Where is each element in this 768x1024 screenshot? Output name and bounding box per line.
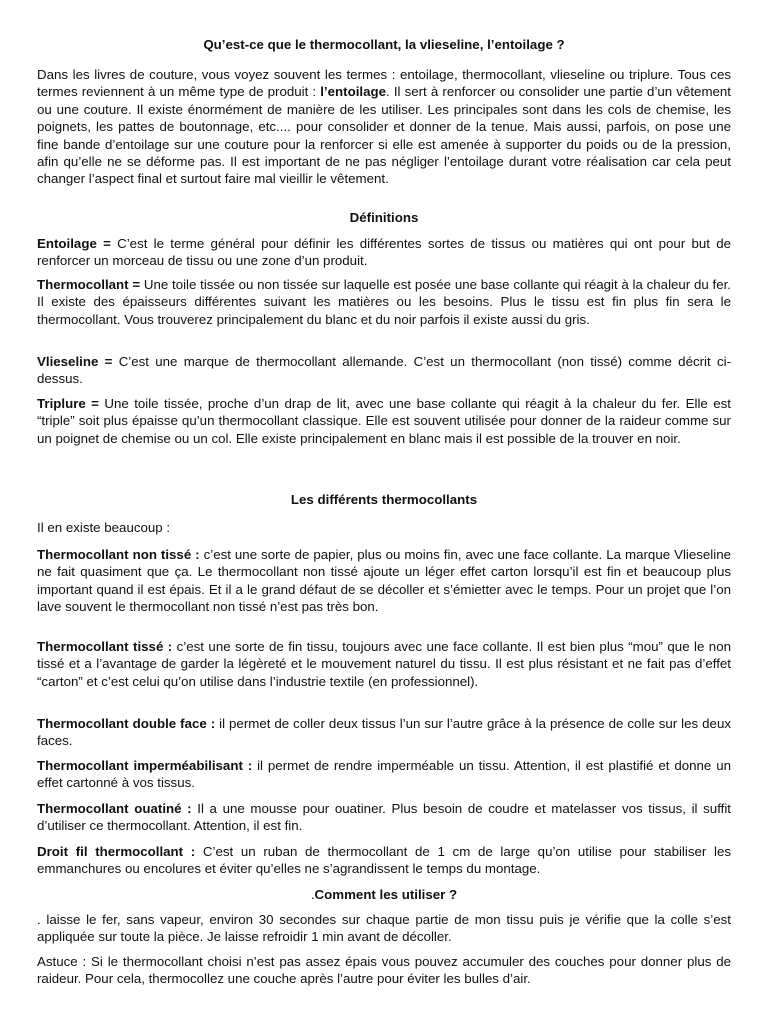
- usage-heading: .Comment les utiliser ?: [310, 887, 458, 902]
- type-droit-fil: Droit fil thermocollant : C’est un ruban de thermocollant de 1 cm de large qu’on utilise pour stabiliser les emmanchures ou encolures et éviter qu’elles ne s’agrandissent le temps du montage.: [37, 844, 731, 877]
- type-impermeabilisant: Thermocollant imperméabilisant : il permet de rendre imperméable un tissu. Attention, il est plastifié et donne un effet cartonné à vos tissus.: [37, 758, 731, 791]
- definition-entoilage: Entoilage = C’est le terme général pour définir les différentes sortes de tissus ou matières qui ont pour but de renforcer un morceau de tissu ou une zone d’un produit.: [37, 236, 732, 269]
- definition-vlieseline: Vlieseline = C’est une marque de thermocollant allemande. C’est un thermocollant (non tissé) comme décrit ci-dessus.: [37, 354, 731, 387]
- type-non-tisse: Thermocollant non tissé : c’est une sorte de papier, plus ou moins fin, avec une face collante. La marque Vlieseline ne fait quasiment que ça. Le thermocollant non tissé ajoute un léger effet carton lorsqu’il est fin et beaucoup plus important quand il est épais. Et il a le grand défaut de se décoller et s’émietter avec le temps. Pour un projet que l’on lave souvent le thermocollant non tissé n’est pas très bon.: [37, 547, 731, 615]
- definition-thermocollant: Thermocollant = Une toile tissée ou non tissée sur laquelle est posée une base collante qui réagit à la chaleur du fer. Il existe des épaisseurs différentes suivant les matières ou les besoins. Plus le tissu est fin plus fin sera le thermocollant. Vous trouverez principalement du blanc et du noir parfois il existe aussi du gris.: [37, 277, 731, 327]
- types-intro: Il en existe beaucoup :: [37, 520, 171, 535]
- usage-paragraph: . laisse le fer, sans vapeur, environ 30 secondes sur chaque partie de mon tissu puis je vérifie que la colle s’est appliquée sur toute la pièce. Je laisse refroidir 1 min avant de décoller.: [37, 912, 731, 945]
- document-title: Qu’est-ce que le thermocollant, la vlieseline, l’entoilage ?: [203, 37, 565, 52]
- type-tisse: Thermocollant tissé : c’est une sorte de fin tissu, toujours avec une face collante. Il est bien plus “mou” que le non tissé et a l’avantage de garder la légèreté et le mouvement naturel du tissu. Il est plus résistant et ne fait pas d’effet “carton” et c’est celui qu’on utilise dans l’industrie textile (en professionnel).: [37, 639, 731, 689]
- type-double-face: Thermocollant double face : il permet de coller deux tissus l’un sur l’autre grâce à la présence de colle sur les deux faces.: [37, 716, 731, 749]
- intro-bold-term: l’entoilage: [320, 84, 386, 100]
- tip-paragraph: Astuce : Si le thermocollant choisi n’est pas assez épais vous pouvez accumuler des couches pour donner plus de raideur. Pour cela, thermocollez une couche après l’autre pour éviter les bulles d’air.: [37, 954, 731, 987]
- definitions-heading: Définitions: [349, 210, 419, 225]
- types-heading: Les différents thermocollants: [290, 492, 478, 507]
- type-ouatine: Thermocollant ouatiné : Il a une mousse pour ouatiner. Plus besoin de coudre et matelasser vos tissus, il suffit d’utiliser ce thermocollant. Attention, il est fin.: [37, 801, 731, 834]
- definition-triplure: Triplure = Une toile tissée, proche d’un drap de lit, avec une base collante qui réagit à la chaleur du fer. Elle est “triple” soit plus épaisse qu’un thermocollant classique. Elle est souvent utilisée pour donner de la raideur comme sur un poignet de chemise ou un col. Elle existe principalement en blanc mais il est possible de la trouver en noir.: [37, 396, 731, 446]
- intro-paragraph: Dans les livres de couture, vous voyez souvent les termes : entoilage, thermocollant, vlieseline ou triplure. Tous ces termes reviennent à un même type de produit : l’entoilage. Il sert à renforcer ou consolider une partie d’un vêtement ou une couture. Il existe énormément de manière de les utiliser. Les principales sont dans les cols de chemise, les poignets, les pattes de boutonnage, etc.... pour consolider et donner de la tenue. Mais aussi, parfois, on pose une fine bande d’entoilage sur une couture pour la renforcer si elle est amenée à supporter du poids ou de la pression, afin qu’elle ne se déforme pas. Il est important de ne pas négliger l’entoilage durant votre réalisation car cela peut changer l’aspect final et surtout faire mal vieillir le vêtement.: [37, 67, 732, 187]
